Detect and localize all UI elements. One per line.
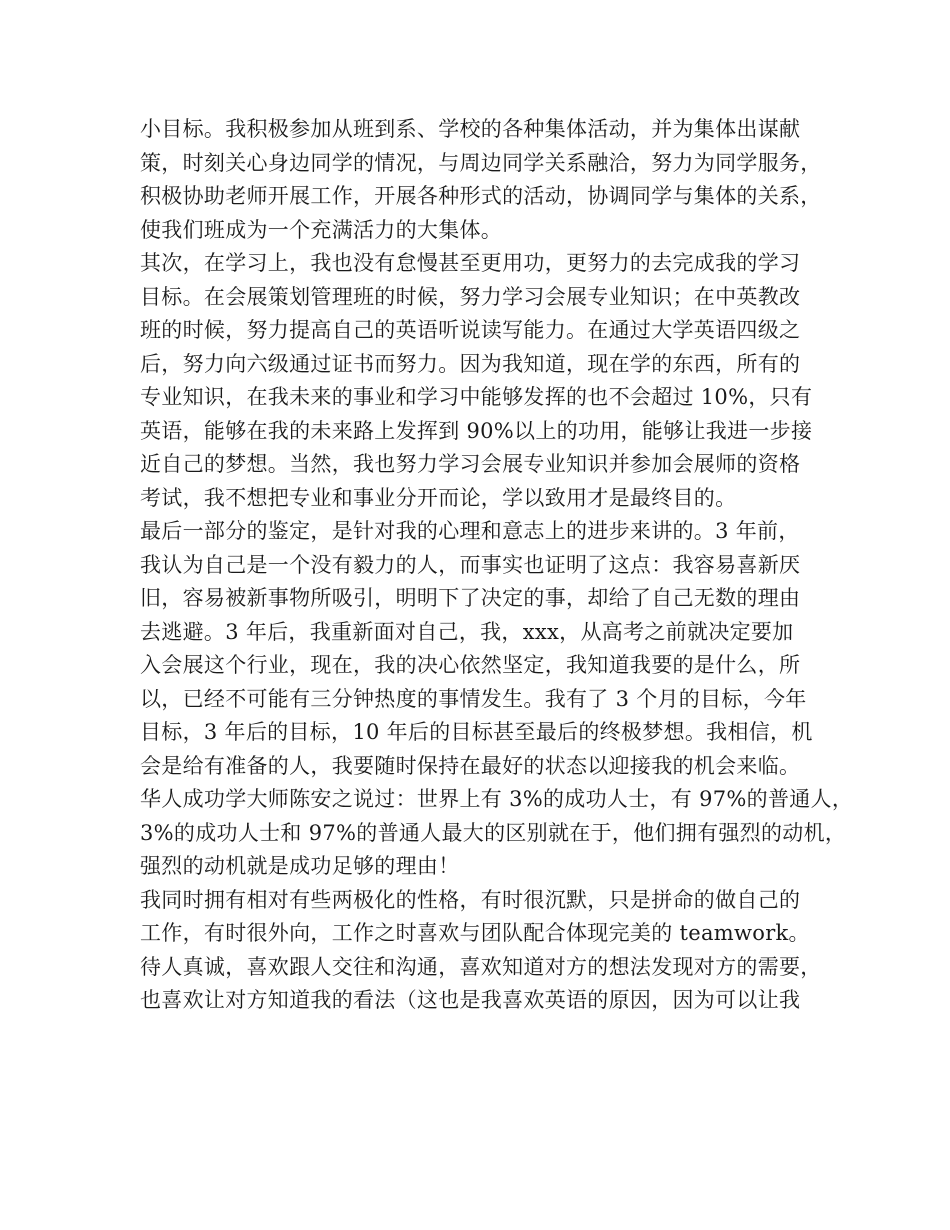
text-line: 强烈的动机就是成功足够的理由！ [140,854,460,878]
text-line: 考试，我不想把专业和事业分开而论，学以致用才是最终目的。 [140,485,737,510]
text-line: 后，努力向六级通过证书而努力。因为我知道，现在学的东西，所有的 [140,351,801,376]
text-line: 会是给有准备的人，我要随时保持在最好的状态以迎接我的机会来临。 [140,753,801,778]
text-line: 班的时候，努力提高自己的英语听说读写能力。在通过大学英语四级之 [140,318,801,342]
text-line: 以，已经不可能有三分钟热度的事情发生。我有了 3 个月的目标，今年 [140,686,807,711]
document-body [140,113,854,1018]
text-line: 目标，3 年后的目标，10 年后的目标甚至最后的终极梦想。我相信，机 [140,720,813,744]
text-line: 使我们班成为一个充满活力的大集体。 [140,217,503,242]
text-line: 近自己的梦想。当然，我也努力学习会展专业知识并参加会展师的资格 [140,452,801,476]
text-line: 策，时刻关心身边同学的情况，与周边同学关系融洽，努力为同学服务， [140,150,822,175]
text-line: 也喜欢让对方知道我的看法（这也是我喜欢英语的原因，因为可以让我 [140,988,801,1012]
text-line: 工作，有时很外向，工作之时喜欢与团队配合体现完美的 teamwork。 [140,921,810,945]
text-line: 旧，容易被新事物所吸引，明明下了决定的事，却给了自己无数的理由 [140,586,801,610]
text-line: 其次，在学习上，我也没有怠慢甚至更用功，更努力的去完成我的学习 [140,251,801,275]
text-line: 最后一部分的鉴定，是针对我的心理和意志上的进步来讲的。3 年前， [140,519,800,543]
text-line: 待人真诚，喜欢跟人交往和沟通，喜欢知道对方的想法发现对方的需要， [140,954,822,979]
text-line: 英语，能够在我的未来路上发挥到 90%以上的功用，能够让我进一步接 [140,418,813,443]
text-line: 3%的成功人士和 97%的普通人最大的区别就在于，他们拥有强烈的动机， [140,820,847,845]
text-line: 去逃避。3 年后，我重新面对自己，我，xxx，从高考之前就决定要加 [140,619,794,644]
text-line: 我同时拥有相对有些两极化的性格，有时很沉默，只是拼命的做自己的 [140,887,801,912]
text-line: 华人成功学大师陈安之说过：世界上有 3%的成功人士，有 97%的普通人， [140,787,854,811]
text-line: 我认为自己是一个没有毅力的人，而事实也证明了这点：我容易喜新厌 [140,552,801,577]
text-line: 积极协助老师开展工作，开展各种形式的活动，协调同学与集体的关系， [140,184,822,208]
text-line: 小目标。我积极参加从班到系、学校的各种集体活动，并为集体出谋献 [140,117,801,141]
text-line: 目标。在会展策划管理班的时候，努力学习会展专业知识；在中英教改 [140,284,801,309]
text-line: 入会展这个行业，现在，我的决心依然坚定，我知道我要的是什么，所 [140,653,801,677]
text-line: 专业知识，在我未来的事业和学习中能够发挥的也不会超过 10%，只有 [140,385,813,409]
